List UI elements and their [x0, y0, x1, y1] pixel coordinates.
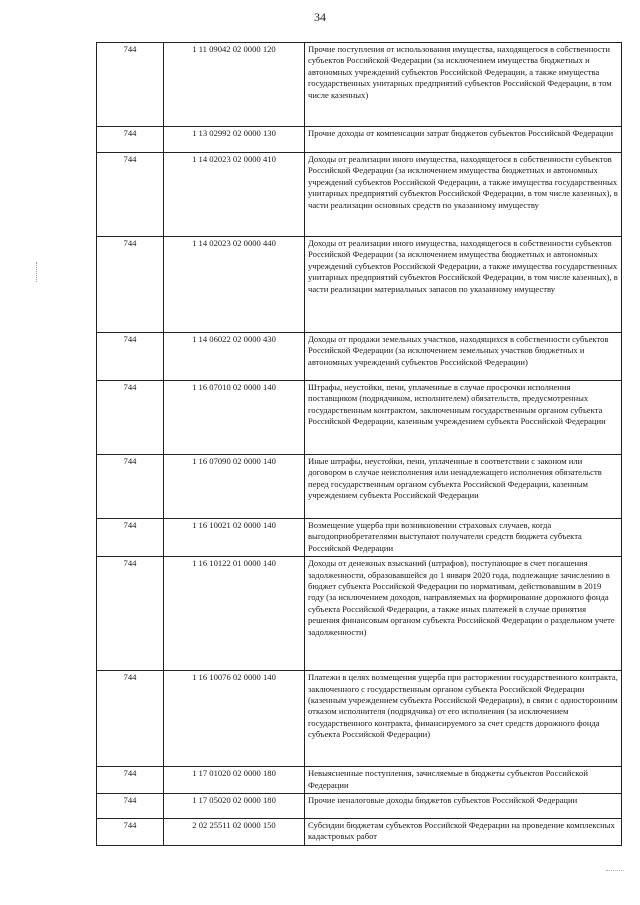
revenue-name-cell: Доходы от денежных взысканий (штрафов), поступающие в счет погашения задолженности, образовавшейся до 1 января 2020 года, подлежащие зачислению в бюджет субъекта Российской Федерации по нормативам, действовавшим в 2019 году (за исключением доходов, направляемых на формирование дорожного фонда субъекта Российской Федерации, а также иных платежей в случае принятия решения финансовым органом субъекта Российской Федерации о раздельном учете задолженности)	[305, 557, 622, 671]
admin-code-cell: 744	[97, 519, 164, 557]
budget-code-cell: 2 02 25511 02 0000 150	[164, 819, 305, 846]
budget-code-cell: 1 16 07090 02 0000 140	[164, 455, 305, 519]
table-row	[97, 794, 622, 819]
table-row	[97, 767, 622, 794]
budget-code-cell: 1 13 02992 02 0000 130	[164, 127, 305, 153]
table-row	[97, 819, 622, 846]
table-body	[97, 43, 622, 846]
budget-code-cell: 1 11 09042 02 0000 120	[164, 43, 305, 127]
scan-artifact-left	[36, 262, 39, 282]
table-row	[97, 333, 622, 381]
admin-code-cell: 744	[97, 333, 164, 381]
revenue-name-cell: Возмещение ущерба при возникновении страховых случаев, когда выгодоприобретателями выступают получатели средств бюджета субъекта Российской Федерации	[305, 519, 622, 557]
admin-code-cell: 744	[97, 671, 164, 767]
budget-code-cell: 1 16 07010 02 0000 140	[164, 381, 305, 455]
admin-code-cell: 744	[97, 767, 164, 794]
admin-code-cell: 744	[97, 455, 164, 519]
budget-code-cell: 1 14 02023 02 0000 410	[164, 153, 305, 237]
revenue-name-cell: Иные штрафы, неустойки, пени, уплаченные в соответствии с законом или договором в случае неисполнения или ненадлежащего исполнения обязательств перед государственным органом субъекта Российской Федерации, казенным учреждением субъекта Российской Федерации	[305, 455, 622, 519]
admin-code-cell: 744	[97, 381, 164, 455]
table-row	[97, 381, 622, 455]
budget-code-cell: 1 14 06022 02 0000 430	[164, 333, 305, 381]
budget-code-cell: 1 16 10122 01 0000 140	[164, 557, 305, 671]
budget-code-cell: 1 17 01020 02 0000 180	[164, 767, 305, 794]
revenue-codes-table	[96, 42, 622, 846]
budget-code-cell: 1 14 02023 02 0000 440	[164, 237, 305, 333]
admin-code-cell: 744	[97, 557, 164, 671]
revenue-name-cell: Доходы от реализации иного имущества, находящегося в собственности субъектов Российской Федерации (за исключением имущества бюджетных и автономных учреждений субъектов Российской Федерации, а также имущества государственных унитарных предприятий субъектов Российской Федерации, в том числе казенных), в части реализации материальных запасов по указанному имуществу	[305, 237, 622, 333]
admin-code-cell: 744	[97, 127, 164, 153]
table-row	[97, 455, 622, 519]
revenue-name-cell: Невыясненные поступления, зачисляемые в бюджеты субъектов Российской Федерации	[305, 767, 622, 794]
scan-artifact-bottom	[606, 870, 624, 873]
admin-code-cell: 744	[97, 43, 164, 127]
page-number: 34	[314, 10, 326, 24]
admin-code-cell: 744	[97, 237, 164, 333]
table-row	[97, 237, 622, 333]
revenue-name-cell: Штрафы, неустойки, пени, уплаченные в случае просрочки исполнения поставщиком (подрядчиком, исполнителем) обязательств, предусмотренных государственным контрактом, заключенным государственным органом субъекта Российской Федерации, казенным учреждением субъекта Российской Федерации	[305, 381, 622, 455]
revenue-name-cell: Прочие поступления от использования имущества, находящегося в собственности субъектов Российской Федерации (за исключением имущества бюджетных и автономных учреждений субъектов Российской Федерации, а также имущества государственных унитарных предприятий субъектов Российской Федерации, в том числе казенных)	[305, 43, 622, 127]
table-row	[97, 153, 622, 237]
table-row	[97, 127, 622, 153]
admin-code-cell: 744	[97, 819, 164, 846]
budget-code-cell: 1 16 10076 02 0000 140	[164, 671, 305, 767]
revenue-name-cell: Прочие неналоговые доходы бюджетов субъектов Российской Федерации	[305, 794, 622, 819]
budget-code-cell: 1 17 05020 02 0000 180	[164, 794, 305, 819]
revenue-name-cell: Субсидии бюджетам субъектов Российской Федерации на проведение комплексных кадастровых работ	[305, 819, 622, 846]
table-row	[97, 519, 622, 557]
budget-code-cell: 1 16 10021 02 0000 140	[164, 519, 305, 557]
revenue-name-cell: Прочие доходы от компенсации затрат бюджетов субъектов Российской Федерации	[305, 127, 622, 153]
revenue-name-cell: Доходы от реализации иного имущества, находящегося в собственности субъектов Российской Федерации (за исключением имущества бюджетных и автономных учреждений субъектов Российской Федерации, а также имущества государственных унитарных предприятий субъектов Российской Федерации, в том числе казенных), в части реализации основных средств по указанному имуществу	[305, 153, 622, 237]
revenue-name-cell: Доходы от продажи земельных участков, находящихся в собственности субъектов Российской Федерации (за исключением земельных участков бюджетных и автономных учреждений субъектов Российской Федерации)	[305, 333, 622, 381]
table-row	[97, 671, 622, 767]
revenue-name-cell: Платежи в целях возмещения ущерба при расторжении государственного контракта, заключенного с государственным органом субъекта Российской Федерации (казенным учреждением субъекта Российской Федерации), в связи с односторонним отказом исполнителя (подрядчика) от его исполнения (за исключением государственного контракта, финансируемого за счет средств дорожного фонда субъекта Российской Федерации)	[305, 671, 622, 767]
table-row	[97, 43, 622, 127]
admin-code-cell: 744	[97, 153, 164, 237]
admin-code-cell: 744	[97, 794, 164, 819]
table-row	[97, 557, 622, 671]
